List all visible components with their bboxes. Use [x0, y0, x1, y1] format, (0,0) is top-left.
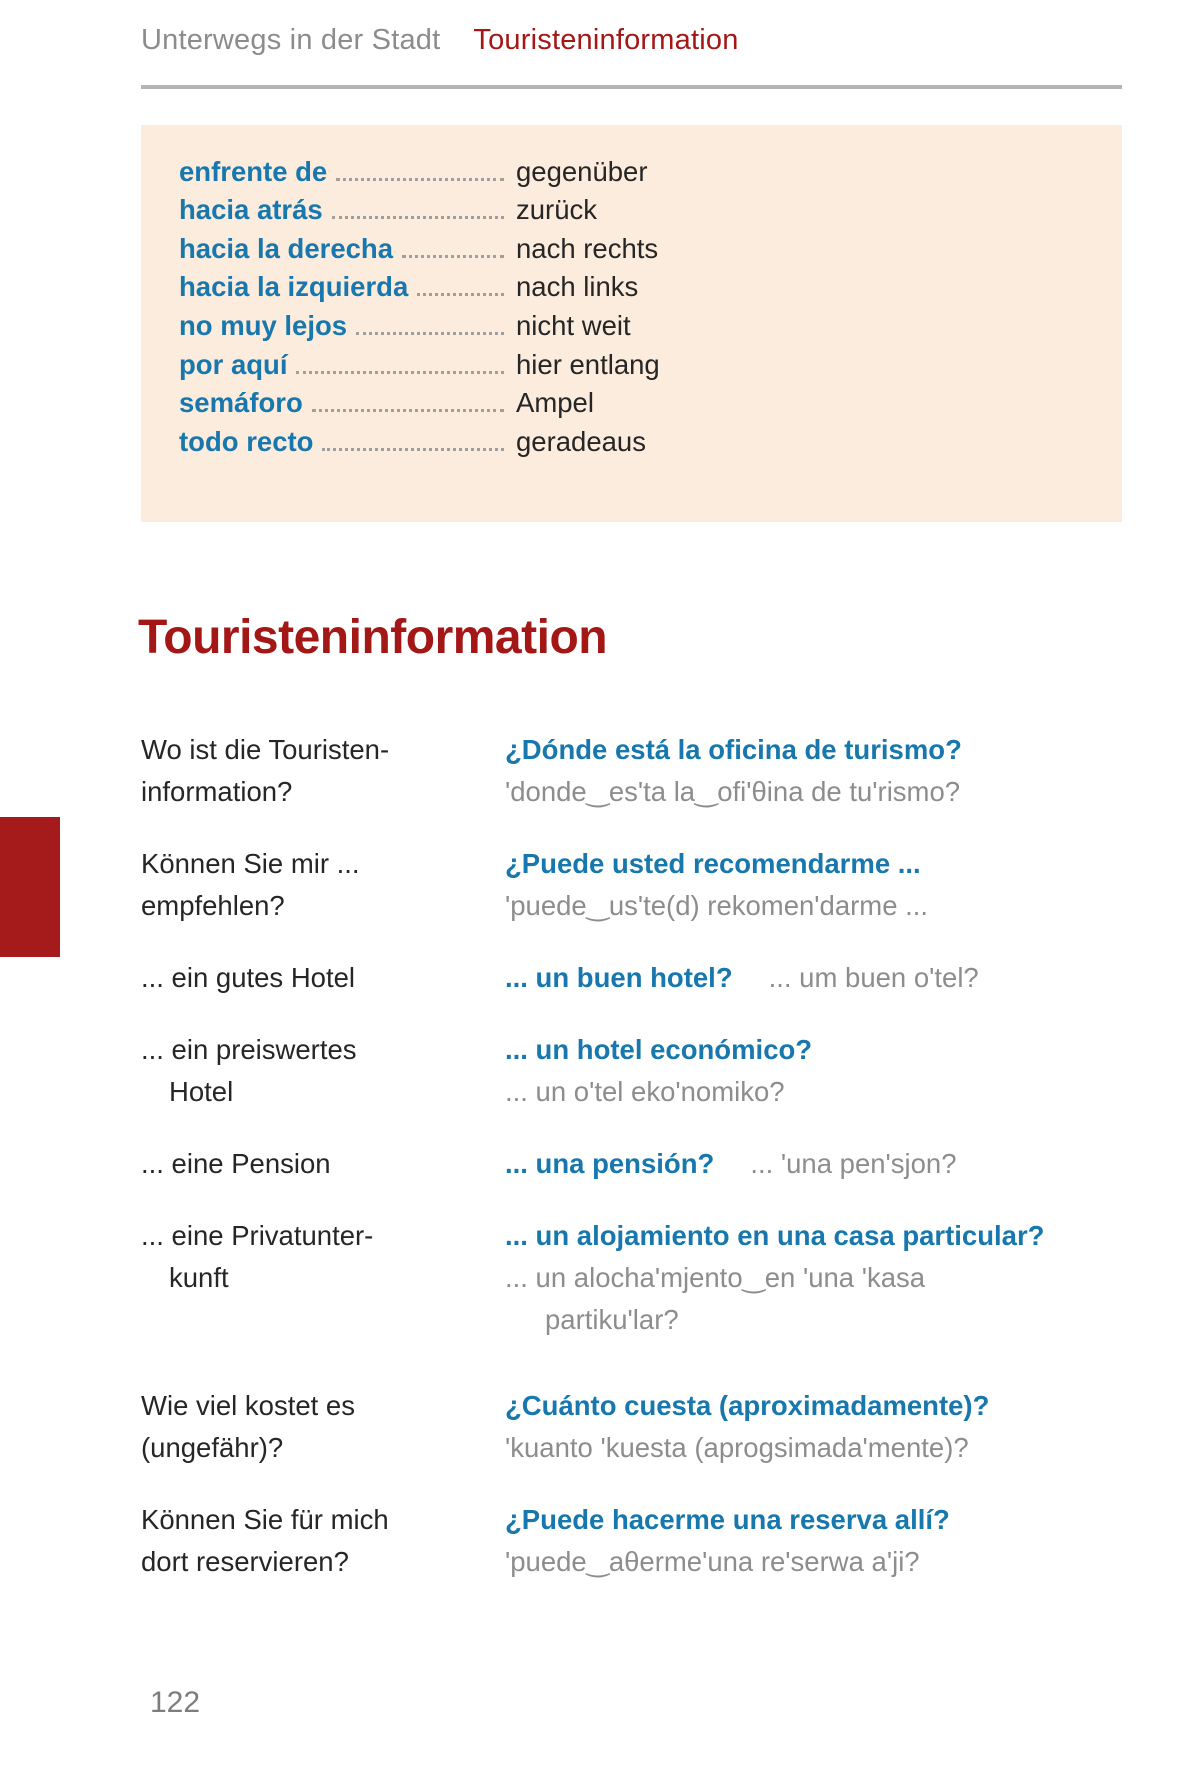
dotted-leader	[417, 293, 504, 296]
vocab-term-de: zurück	[516, 194, 597, 226]
vocab-term-de: Ampel	[516, 387, 594, 419]
phrase-german: ... ein preiswertes Hotel	[141, 1034, 357, 1107]
phrase-german: Können Sie für mich dort reservieren?	[141, 1504, 389, 1577]
vocab-row	[179, 149, 1084, 188]
phrase-phonetic: 'puede‿us'te(d) rekomen'darme ...	[505, 890, 929, 921]
phrase-block	[141, 1499, 1151, 1583]
phrase-spanish: ... una pensión?	[505, 1148, 715, 1179]
vocab-term-es: semáforo	[179, 387, 303, 419]
phrase-spanish: ... un buen hotel?	[505, 962, 733, 993]
dotted-leader	[332, 216, 504, 219]
dotted-leader	[312, 409, 504, 412]
phrase-phonetic: 'donde‿es'ta la‿ofi'θina de tu'rismo?	[505, 776, 961, 807]
vocab-row	[179, 265, 1084, 304]
phrase-german: Wie viel kostet es (ungefähr)?	[141, 1390, 355, 1463]
vocab-term-es: hacia la derecha	[179, 232, 394, 264]
vocab-row	[179, 303, 1084, 342]
page-title: Touristeninformation	[138, 611, 608, 664]
phrase-phonetic: 'puede‿aθerme'una re'serwa a'ji?	[505, 1546, 920, 1577]
running-head	[141, 24, 1122, 57]
phrase-spanish-col	[505, 1499, 1151, 1583]
running-head-section: Unterwegs in der Stadt	[141, 24, 441, 56]
vocab-term-de: geradeaus	[516, 425, 646, 457]
vocab-term-es: no muy lejos	[179, 309, 348, 341]
phrase-block	[141, 957, 1151, 999]
dotted-leader	[296, 371, 504, 374]
phrase-spanish: ... un hotel económico?	[505, 1034, 813, 1065]
vocab-term-de: nach rechts	[516, 232, 659, 264]
dotted-leader	[336, 178, 504, 181]
phrase-block	[141, 729, 1151, 813]
vocab-row	[179, 188, 1084, 227]
vocab-term-es: todo recto	[179, 425, 314, 457]
phrase-spanish-col	[505, 957, 1151, 999]
phrase-spanish-col	[505, 1385, 1151, 1469]
phrase-phonetic: ... um buen o'tel?	[768, 962, 979, 993]
vocab-row	[179, 342, 1084, 381]
phrase-phonetic: ... un alocha'mjento‿en 'una 'kasa	[505, 1262, 926, 1293]
phrase-german: Wo ist die Touristen- information?	[141, 734, 390, 807]
vocab-term-es: por aquí	[179, 348, 288, 380]
phrase-phonetic: 'kuanto 'kuesta (aprogsimada'mente)?	[505, 1432, 969, 1463]
header-divider	[141, 85, 1122, 89]
phrase-phonetic: ... un o'tel eko'nomiko?	[505, 1076, 785, 1107]
running-head-chapter: Touristeninformation	[473, 24, 739, 56]
vocab-term-de: gegenüber	[516, 155, 648, 187]
vocab-term-es: hacia la izquierda	[179, 271, 409, 303]
phrase-spanish-col	[505, 1215, 1151, 1341]
phrase-phonetic: ... 'una pen'sjon?	[750, 1148, 957, 1179]
phrase-list	[141, 729, 1151, 1613]
vocab-row	[179, 381, 1084, 420]
phrase-german: ... eine Pension	[141, 1148, 331, 1179]
phrase-german: ... ein gutes Hotel	[141, 962, 356, 993]
dotted-leader	[322, 448, 504, 451]
vocab-term-es: enfrente de	[179, 155, 328, 187]
phrase-block	[141, 1029, 1151, 1113]
phrase-block	[141, 1385, 1151, 1469]
vocab-row	[179, 226, 1084, 265]
vocab-row	[179, 419, 1084, 458]
phrase-spanish: ¿Puede usted recomendarme ...	[505, 848, 921, 879]
vocab-term-es: hacia atrás	[179, 194, 323, 226]
phrase-spanish-col	[505, 1143, 1151, 1185]
phrase-spanish-col	[505, 729, 1151, 813]
phrase-spanish: ¿Puede hacerme una reserva allí?	[505, 1504, 950, 1535]
phrase-spanish-col	[505, 1029, 1151, 1113]
dotted-leader	[402, 255, 504, 258]
vocab-term-de: nach links	[516, 271, 639, 303]
dotted-leader	[356, 332, 504, 335]
phrase-spanish: ¿Dónde está la oficina de turismo?	[505, 734, 962, 765]
phrase-block	[141, 843, 1151, 927]
phrase-spanish: ¿Cuánto cuesta (aproximadamente)?	[505, 1390, 990, 1421]
phrase-german: ... eine Privatunter- kunft	[141, 1220, 374, 1293]
phrase-spanish-col	[505, 843, 1151, 927]
vocab-box	[141, 125, 1122, 522]
phrase-block	[141, 1215, 1151, 1341]
chapter-thumb-tab	[0, 817, 60, 957]
phrase-spanish: ... un alojamiento en una casa particular?	[505, 1220, 1045, 1251]
phrase-phonetic: partiku'lar?	[545, 1304, 679, 1335]
phrase-german: Können Sie mir ... empfehlen?	[141, 848, 360, 921]
vocab-term-de: nicht weit	[516, 309, 631, 341]
phrase-block	[141, 1143, 1151, 1185]
vocab-term-de: hier entlang	[516, 348, 660, 380]
page-number: 122	[150, 1686, 201, 1719]
